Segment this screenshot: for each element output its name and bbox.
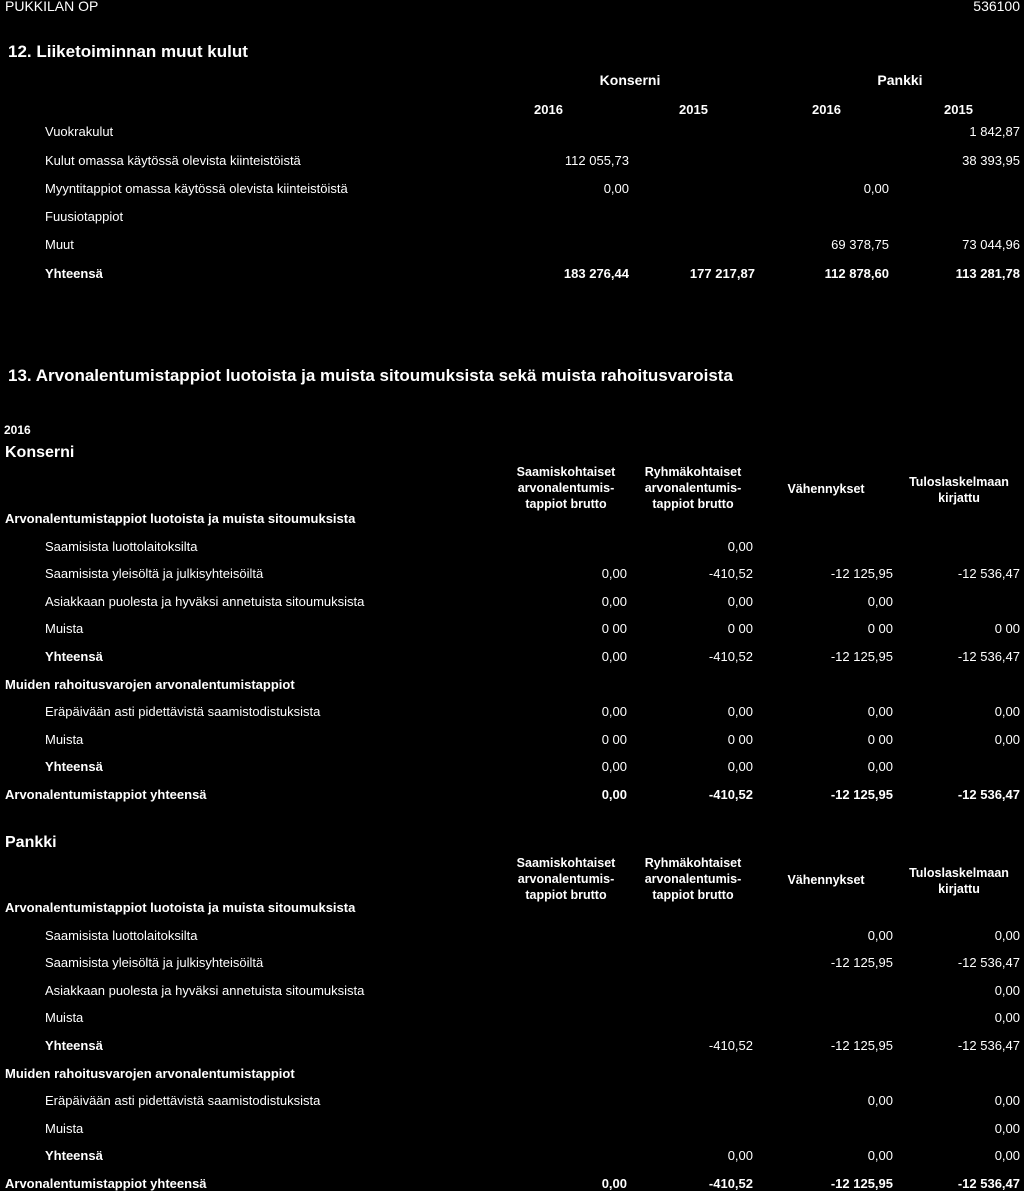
konserni-row-label: Arvonalentumistappiot yhteensä xyxy=(5,787,207,802)
konserni-cell: -12 125,95 xyxy=(830,566,893,581)
pankki-cell: -12 125,95 xyxy=(830,955,893,970)
pankki-row-label: Muista xyxy=(45,1010,84,1025)
pankki-cell: -410,52 xyxy=(708,1038,753,1053)
konserni-cell: 0,00 xyxy=(601,649,627,664)
konserni-row-label: Yhteensä xyxy=(45,759,103,774)
konserni-col-header: Saamiskohtaiset xyxy=(516,465,616,479)
pankki-cell: -410,52 xyxy=(708,1176,753,1191)
pankki-col-header: arvonalentumis- xyxy=(517,872,615,886)
konserni-cell: -12 536,47 xyxy=(957,566,1020,581)
konserni-cell: 0,00 xyxy=(601,594,627,609)
pankki-col-header: tappiot brutto xyxy=(652,888,734,902)
konserni-col-header: tappiot brutto xyxy=(652,497,734,511)
pankki-col-header: arvonalentumis- xyxy=(644,872,742,886)
s12-cell: 0,00 xyxy=(603,181,629,196)
company-code: 536100 xyxy=(973,0,1020,14)
pankki-row-label: Yhteensä xyxy=(45,1038,103,1053)
s12-year-col-1: 2016 xyxy=(534,102,563,117)
s12-cell: 112 055,73 xyxy=(564,153,629,168)
konserni-row-label: Muista xyxy=(45,621,84,636)
s12-cell: 69 378,75 xyxy=(831,237,889,252)
konserni-col-header: tappiot brutto xyxy=(525,497,607,511)
pankki-cell: 0,00 xyxy=(867,1148,893,1163)
section-12-title: 12. Liiketoiminnan muut kulut xyxy=(8,42,248,61)
s12-row-label: Kulut omassa käytössä olevista kiinteistöistä xyxy=(45,153,301,168)
pankki-cell: 0,00 xyxy=(994,1121,1020,1136)
s12-row-label: Myyntitappiot omassa käytössä olevista kiinteistöistä xyxy=(45,181,348,196)
konserni-cell: -12 125,95 xyxy=(830,649,893,664)
s12-cell: 0,00 xyxy=(863,181,889,196)
konserni-cell: 0,00 xyxy=(867,704,893,719)
konserni-cell: 0,00 xyxy=(994,732,1020,747)
pankki-col-header: tappiot brutto xyxy=(525,888,607,902)
konserni-col-header: Tuloslaskelmaan xyxy=(909,475,1009,489)
konserni-cell: 0 00 xyxy=(867,732,893,747)
konserni-cell: 0,00 xyxy=(601,759,627,774)
konserni-cell: 0 00 xyxy=(727,732,753,747)
konserni-cell: -12 536,47 xyxy=(957,649,1020,664)
pankki-row-label: Muista xyxy=(45,1121,84,1136)
pankki-col-header: Ryhmäkohtaiset xyxy=(644,856,742,870)
pankki-row-label: Arvonalentumistappiot yhteensä xyxy=(5,1176,207,1191)
s12-year-col-2: 2015 xyxy=(679,102,708,117)
pankki-cell: -12 536,47 xyxy=(957,955,1020,970)
konserni-cell: 0,00 xyxy=(727,539,753,554)
konserni-cell: -410,52 xyxy=(708,787,753,802)
konserni-col-header: arvonalentumis- xyxy=(517,481,615,495)
konserni-row-label: Saamisista yleisöltä ja julkisyhteisöiltä xyxy=(45,566,264,581)
s12-cell: 177 217,87 xyxy=(689,266,755,281)
pankki-row-label: Eräpäivään asti pidettävistä saamistodistuksista xyxy=(45,1093,321,1108)
pankki-cell: -12 125,95 xyxy=(830,1038,893,1053)
konserni-cell: 0 00 xyxy=(994,621,1020,636)
konserni-cell: 0 00 xyxy=(601,732,627,747)
pankki-row-label: Arvonalentumistappiot luotoista ja muista sitoumuksista xyxy=(5,900,356,915)
konserni-col-header: kirjattu xyxy=(938,491,980,505)
konserni-row-label: Eräpäivään asti pidettävistä saamistodistuksista xyxy=(45,704,321,719)
s12-row-label: Vuokrakulut xyxy=(45,124,114,139)
pankki-col-header: Saamiskohtaiset xyxy=(516,856,616,870)
konserni-col-header: arvonalentumis- xyxy=(644,481,742,495)
pankki-row-label: Saamisista yleisöltä ja julkisyhteisöiltä xyxy=(45,955,264,970)
s12-cell: 183 276,44 xyxy=(563,266,629,281)
pankki-cell: 0,00 xyxy=(994,1010,1020,1025)
konserni-row-label: Asiakkaan puolesta ja hyväksi annetuista sitoumuksista xyxy=(45,594,365,609)
s12-year-col-3: 2016 xyxy=(812,102,841,117)
pankki-row-label: Yhteensä xyxy=(45,1148,103,1163)
konserni-cell: 0,00 xyxy=(601,566,627,581)
pankki-cell: 0,00 xyxy=(994,1093,1020,1108)
konserni-row-label: Saamisista luottolaitoksilta xyxy=(45,539,198,554)
konserni-cell: -410,52 xyxy=(708,566,753,581)
s13-konserni-label: Konserni xyxy=(5,444,75,461)
konserni-cell: 0,00 xyxy=(727,759,753,774)
konserni-cell: -410,52 xyxy=(708,649,753,664)
s12-cell: 73 044,96 xyxy=(962,237,1020,252)
konserni-row-label: Muiden rahoitusvarojen arvonalentumistappiot xyxy=(5,677,295,692)
konserni-cell: 0,00 xyxy=(601,787,627,802)
konserni-col-header: Vähennykset xyxy=(787,482,865,496)
pankki-cell: -12 125,95 xyxy=(830,1176,893,1191)
s12-cell: 112 878,60 xyxy=(824,266,889,281)
pankki-row-label: Saamisista luottolaitoksilta xyxy=(45,928,198,943)
s12-cell: 38 393,95 xyxy=(962,153,1020,168)
konserni-col-header: Ryhmäkohtaiset xyxy=(644,465,742,479)
s12-year-col-4: 2015 xyxy=(944,102,973,117)
pankki-row-label: Asiakkaan puolesta ja hyväksi annetuista sitoumuksista xyxy=(45,983,365,998)
pankki-row-label: Muiden rahoitusvarojen arvonalentumistappiot xyxy=(5,1066,295,1081)
pankki-col-header: kirjattu xyxy=(938,882,980,896)
konserni-cell: -12 125,95 xyxy=(830,787,893,802)
pankki-cell: -12 536,47 xyxy=(957,1176,1020,1191)
pankki-cell: 0,00 xyxy=(994,1148,1020,1163)
s12-row-label: Muut xyxy=(45,237,74,252)
konserni-cell: 0 00 xyxy=(867,621,893,636)
pankki-col-header: Vähennykset xyxy=(787,873,865,887)
pankki-cell: 0,00 xyxy=(601,1176,627,1191)
pankki-cell: 0,00 xyxy=(867,1093,893,1108)
konserni-cell: 0 00 xyxy=(601,621,627,636)
konserni-cell: 0,00 xyxy=(727,704,753,719)
konserni-row-label: Muista xyxy=(45,732,84,747)
pankki-col-header: Tuloslaskelmaan xyxy=(909,866,1009,880)
s13-pankki-label: Pankki xyxy=(5,834,57,851)
s12-row-label: Yhteensä xyxy=(45,266,103,281)
konserni-cell: 0,00 xyxy=(867,594,893,609)
s13-year: 2016 xyxy=(4,423,31,437)
konserni-row-label: Arvonalentumistappiot luotoista ja muista sitoumuksista xyxy=(5,511,356,526)
konserni-cell: 0,00 xyxy=(727,594,753,609)
s12-cell: 113 281,78 xyxy=(955,266,1020,281)
company-name: PUKKILAN OP xyxy=(5,0,99,14)
pankki-cell: -12 536,47 xyxy=(957,1038,1020,1053)
pankki-cell: 0,00 xyxy=(727,1148,753,1163)
konserni-cell: -12 536,47 xyxy=(957,787,1020,802)
konserni-cell: 0,00 xyxy=(994,704,1020,719)
s12-cell: 1 842,87 xyxy=(969,124,1020,139)
pankki-cell: 0,00 xyxy=(867,928,893,943)
s12-group-konserni: Konserni xyxy=(599,72,661,88)
konserni-row-label: Yhteensä xyxy=(45,649,103,664)
s12-group-pankki: Pankki xyxy=(877,72,923,88)
pankki-cell: 0,00 xyxy=(994,928,1020,943)
konserni-cell: 0,00 xyxy=(601,704,627,719)
section-13-title: 13. Arvonalentumistappiot luotoista ja muista sitoumuksista sekä muista rahoitusvaroista xyxy=(8,366,733,385)
s12-row-label: Fuusiotappiot xyxy=(45,209,124,224)
konserni-cell: 0,00 xyxy=(867,759,893,774)
pankki-cell: 0,00 xyxy=(994,983,1020,998)
konserni-cell: 0 00 xyxy=(727,621,753,636)
